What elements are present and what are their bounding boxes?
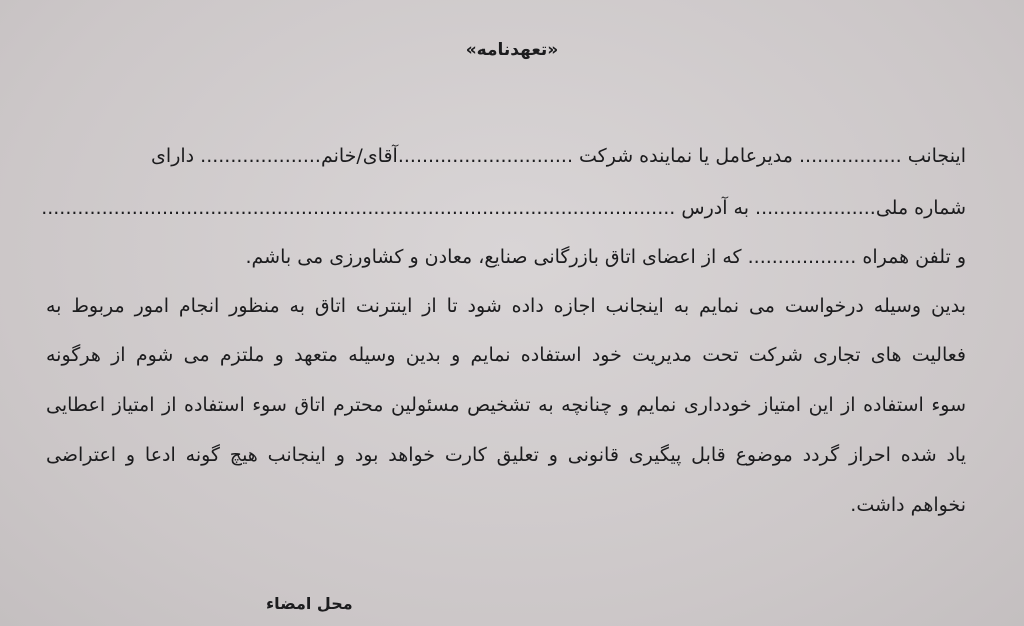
line-request: بدین وسیله درخواست می نمایم به اینجانب اجازه داده شود تا از اینترنت اتاق به منظور انجام امور مربوط به (46, 295, 966, 317)
document-title: «تعهدنامه» (465, 40, 559, 60)
signature-label: محل امضاء (266, 594, 353, 613)
line-no-objection: نخواهم داشت. (850, 494, 966, 516)
line-phone-membership: و تلفن همراه .................. که از اعضای اتاق بازرگانی صنایع، معادن و کشاورزی می باشم. (245, 246, 966, 268)
line-commitment: فعالیت های تجاری شرکت تحت مدیریت خود استفاده نمایم و بدین وسیله متعهد و ملتزم می شوم از هرگونه (46, 344, 966, 366)
line-national-id-address: شماره ملی.................... به آدرس ......................................................................................................... (41, 197, 966, 219)
line-legal-consequence: یاد شده احراز گردد موضوع قابل پیگیری قانونی و تعلیق کارت خواهد بود و اینجانب هیچ گونه ادعا و اعتراضی (46, 444, 966, 466)
line-misuse: سوء استفاده از این امتیاز خودداری نمایم و چنانچه به تشخیص مسئولین محترم اتاق سوء استفاده از امتیاز اعطایی (46, 394, 966, 416)
line-applicant-intro: اینجانب ................. مدیرعامل یا نماینده شرکت .............................آقای/خانم.................... دارای (151, 145, 966, 167)
